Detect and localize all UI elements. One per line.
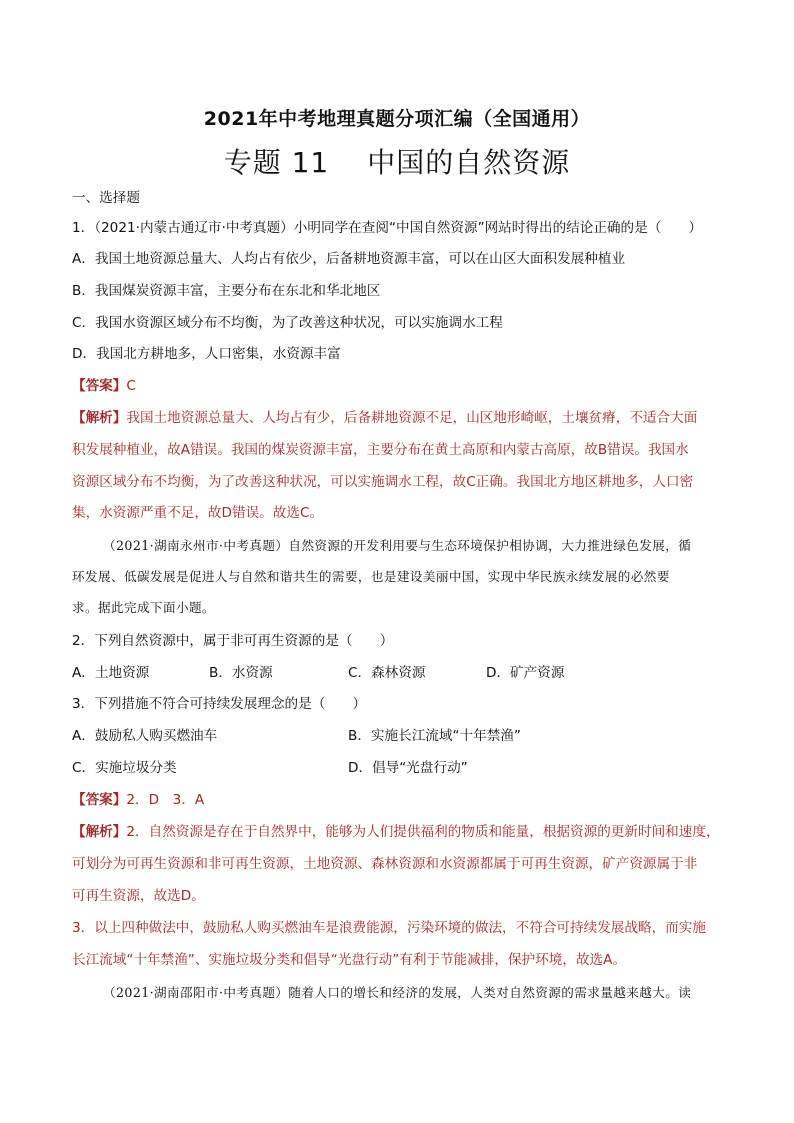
analysis-1-line-3: 资源区域分布不均衡，为了改善这种状况，可以实施调水工程，故C正确。我国北方地区耕地多，人口密 <box>72 474 694 490</box>
question-1-option-d: D．我国北方耕地多，人口密集，水资源丰富 <box>72 346 341 362</box>
analysis-3-line-2: 长江流域“十年禁渔”、实施垃圾分类和倡导“光盘行动”有利于节能减排，保护环境，故选A。 <box>72 952 627 968</box>
question-2-option-c: C．森林资源 <box>348 665 426 681</box>
passage-1-line-1: （2021·湖南永州市·中考真题）自然资源的开发利用要与生态环境保护相协调，大力推进绿色发展，循 <box>103 538 692 553</box>
question-3-stem: 3．下列措施不符合可持续发展理念的是（ ） <box>72 696 367 712</box>
passage-2-line-1: （2021·湖南邵阳市·中考真题）随着人口的增长和经济的发展，人类对自然资源的需求量越来越大。读 <box>103 985 692 1000</box>
analysis-1-line-4: 集，水资源严重不足，故D错误。故选C。 <box>72 505 324 521</box>
question-3-option-d: D．倡导“光盘行动” <box>348 760 468 776</box>
analysis-3-line-1: 3．以上四种做法中，鼓励私人购买燃油车是浪费能源，污染环境的做法，不符合可持续发展战略，而实施 <box>72 920 706 936</box>
answer-1 <box>72 376 136 396</box>
topic-title <box>0 141 794 181</box>
answer-2-3 <box>72 790 204 810</box>
analysis-1-line-1: 【解析】我国土地资源总量大、人均占有少，后备耕地资源不足，山区地形崎岖，土壤贫瘠，不适合大面 <box>72 410 698 426</box>
question-1-option-a: A．我国土地资源总量大、人均占有依少，后备耕地资源丰富，可以在山区大面积发展种植业 <box>72 251 626 267</box>
analysis-2-line-1: 【解析】2．自然资源是存在于自然界中，能够为人们提供福利的物质和能量，根据资源的更新时间和速度， <box>72 824 720 840</box>
answer-label: 【答案】 <box>72 792 127 808</box>
question-1-option-b: B．我国煤炭资源丰富，主要分布在东北和华北地区 <box>72 283 381 299</box>
question-2-option-a: A．土地资源 <box>72 665 150 681</box>
analysis-2-line-2: 可划分为可再生资源和非可再生资源，土地资源、森林资源和水资源都属于可再生资源，矿产资源属于非 <box>72 856 698 872</box>
passage-1-line-2: 环发展、低碳发展是促进人与自然和谐共生的需要，也是建设美丽中国，实现中华民族永续发展的必然要 <box>72 569 670 584</box>
document-title: 2021年中考地理真题分项汇编（全国通用） <box>203 108 591 130</box>
passage-1-line-3: 求。据此完成下面小题。 <box>72 600 215 615</box>
answer-value: C <box>126 378 136 394</box>
question-1-stem: 1．（2021·内蒙古通辽市·中考真题）小明同学在查阅“中国自然资源”网站时得出的结论正确的是（ ） <box>72 220 703 236</box>
answer-value: 2．D 3．A <box>126 792 205 808</box>
analysis-1-line-2: 积发展种植业，故A错误。我国的煤炭资源丰富，主要分布在黄土高原和内蒙古高原，故B错误。我国水 <box>72 442 689 458</box>
answer-label: 【答案】 <box>72 378 127 394</box>
analysis-label: 【解析】 <box>72 410 127 426</box>
topic-number: 专题 11 <box>223 146 330 179</box>
question-3-option-c: C．实施垃圾分类 <box>72 760 177 776</box>
analysis-label: 【解析】 <box>72 824 127 840</box>
question-3-option-b: B．实施长江流域“十年禁渔” <box>348 728 521 744</box>
section-heading: 一、选择题 <box>72 190 140 206</box>
question-2-stem: 2．下列自然资源中，属于非可再生资源的是（ ） <box>72 633 394 649</box>
analysis-2-line-3: 可再生资源，故选D。 <box>72 888 205 904</box>
question-1-option-c: C．我国水资源区域分布不均衡，为了改善这种状况，可以实施调水工程 <box>72 315 503 331</box>
question-3-option-a: A．鼓励私人购买燃油车 <box>72 728 218 744</box>
question-2-option-b: B．水资源 <box>209 665 273 681</box>
topic-name: 中国的自然资源 <box>367 146 571 179</box>
question-2-option-d: D．矿产资源 <box>486 665 565 681</box>
